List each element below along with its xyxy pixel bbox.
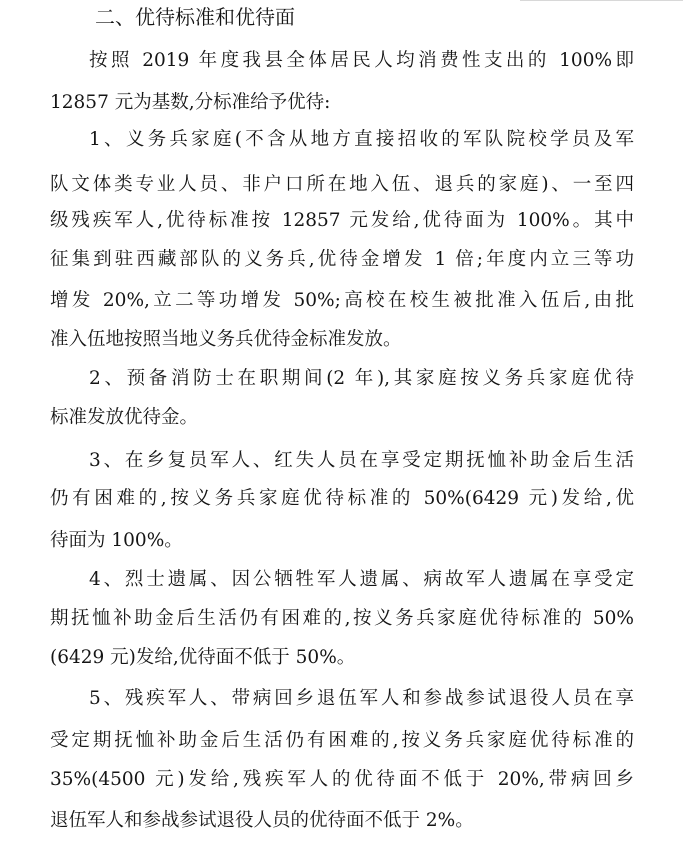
top-divider — [520, 0, 683, 1]
section-heading: 二、优待标准和优待面 — [95, 5, 295, 29]
document-page: 二、优待标准和优待面 按照 2019 年度我县全体居民人均消费性支出的 100%即 12857 元为基数,分标准给予优待: 1、义务兵家庭(不含从地方直接招收的军队院校学员及军 队文体类专业人员、非户口所在地入伍、退兵的家庭)、一至四 级残疾军人,优待标准按 12857 元发给,优待面为 100%。其中 征集到驻西藏部队的义务兵,优待金增发 1 倍;年度内立三等功 增发 20%,立二等功增发 50%;高校在校生被批准入伍后,由批 准入伍地按照当地义务兵优待金标准发放。 2、预备消防士在职期间(2 年),其家庭按义务兵家庭优待 标准发放优待金。 3、在乡复员军人、红失人员在享受定期抚恤补助金后生活 仍有困难的,按义务兵家庭优待标准的 50%(6429 元)发给,优 待面为 100%。 4、烈士遗属、因公牺牲军人遗属、病故军人遗属在享受定 期抚恤补助金后生活仍有困难的,按义务兵家庭优待标准的 50% (6429 元)发给,优待面不低于 50%。 5、残疾军人、带病回乡退伍军人和参战参试退役人员在享 受定期抚恤补助金后生活仍有困难的,按义务兵家庭优待标准的 35%(4500 元)发给,残疾军人的优待面不低于 20%,带病回乡 退伍军人和参战参试退役人员的优待面不低于 2%。 — [0, 0, 683, 845]
